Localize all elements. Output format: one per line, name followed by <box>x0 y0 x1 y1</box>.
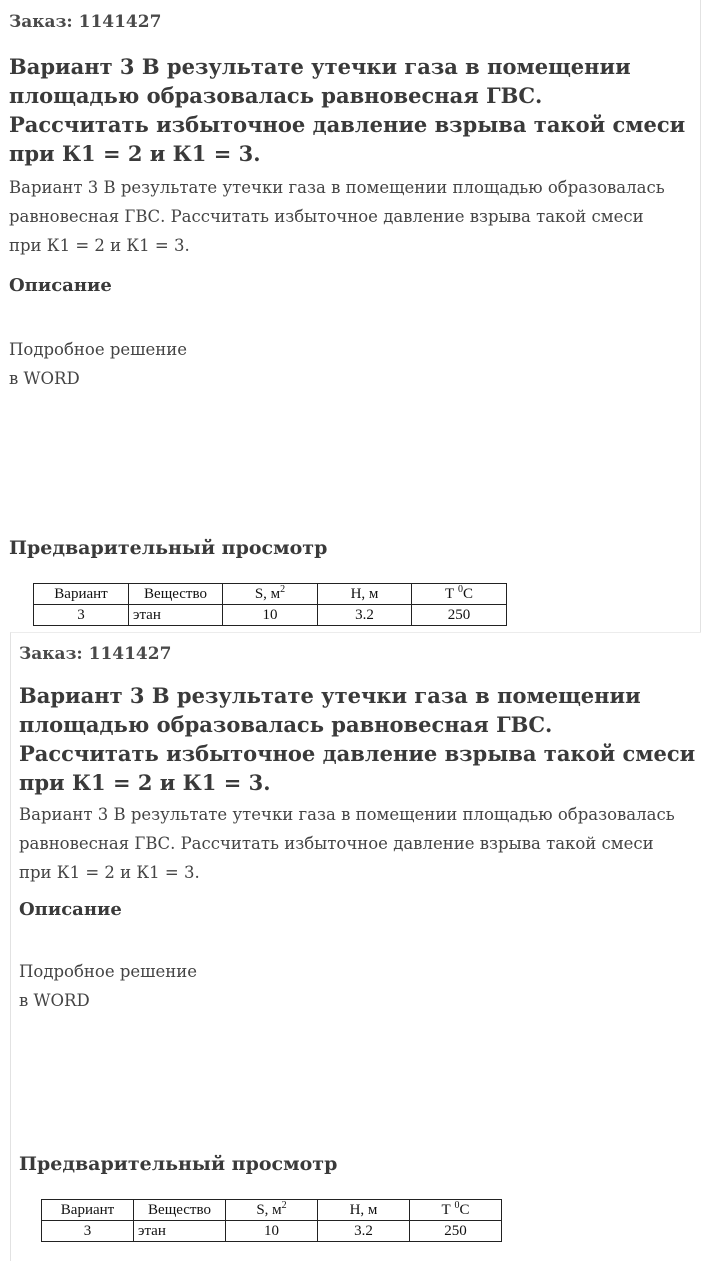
cell-height: 3.2 <box>318 605 412 626</box>
table-header-row <box>34 584 507 605</box>
description-line: в WORD <box>9 369 80 388</box>
description-line: Подробное решение <box>9 340 188 359</box>
preview-table <box>33 583 507 626</box>
cell-height: 3.2 <box>318 1221 410 1242</box>
preview-heading: Предварительный просмотр <box>19 1153 338 1175</box>
description-body <box>19 957 197 1015</box>
cell-area: 10 <box>223 605 318 626</box>
header-temperature: Т $^0$С <box>412 584 507 605</box>
order-number: Заказ: 1141427 <box>9 12 162 32</box>
description-line: Подробное решение <box>19 962 198 981</box>
description-line: в WORD <box>19 991 90 1010</box>
product-title: Вариант 3 В результате утечки газа в помещении площадью образовалась равновесная ГВС. Рассчитать избыточное давление взрыва такой смеси при К1 = 2 и К1 = 3. <box>9 54 686 166</box>
description-heading: Описание <box>19 899 122 920</box>
cell-temperature: 250 <box>412 605 507 626</box>
header-area: S, $м^2$ <box>226 1200 318 1221</box>
cell-temperature: 250 <box>410 1221 502 1242</box>
product-summary: Вариант 3 В результате утечки газа в помещении площадью образовалась равновесная ГВС. Рассчитать избыточное давление взрыва такой смеси при К1 = 2 и К1 = 3. <box>19 805 675 882</box>
product-card-2 <box>10 632 701 1261</box>
product-title: Вариант 3 В результате утечки газа в помещении площадью образовалась равновесная ГВС. Рассчитать избыточное давление взрыва такой смеси при К1 = 2 и К1 = 3. <box>19 683 696 795</box>
description-body <box>9 335 187 393</box>
header-area: S, $м^2$ <box>223 584 318 605</box>
header-height: Н, м <box>318 584 412 605</box>
preview-table <box>41 1199 502 1242</box>
header-substance: Вещество <box>129 584 223 605</box>
table-row <box>42 1221 502 1242</box>
header-variant: Вариант <box>42 1200 134 1221</box>
cell-variant: 3 <box>34 605 129 626</box>
cell-substance: этан <box>134 1221 226 1242</box>
order-number: Заказ: 1141427 <box>19 644 172 664</box>
header-height: Н, м <box>318 1200 410 1221</box>
header-temperature: Т $^0$С <box>410 1200 502 1221</box>
description-heading: Описание <box>9 275 112 296</box>
preview-heading: Предварительный просмотр <box>9 537 328 559</box>
table-header-row <box>42 1200 502 1221</box>
cell-area: 10 <box>226 1221 318 1242</box>
product-summary: Вариант 3 В результате утечки газа в помещении площадью образовалась равновесная ГВС. Рассчитать избыточное давление взрыва такой смеси при К1 = 2 и К1 = 3. <box>9 178 665 255</box>
header-substance: Вещество <box>134 1200 226 1221</box>
table-row <box>34 605 507 626</box>
cell-variant: 3 <box>42 1221 134 1242</box>
cell-substance: этан <box>129 605 223 626</box>
header-variant: Вариант <box>34 584 129 605</box>
